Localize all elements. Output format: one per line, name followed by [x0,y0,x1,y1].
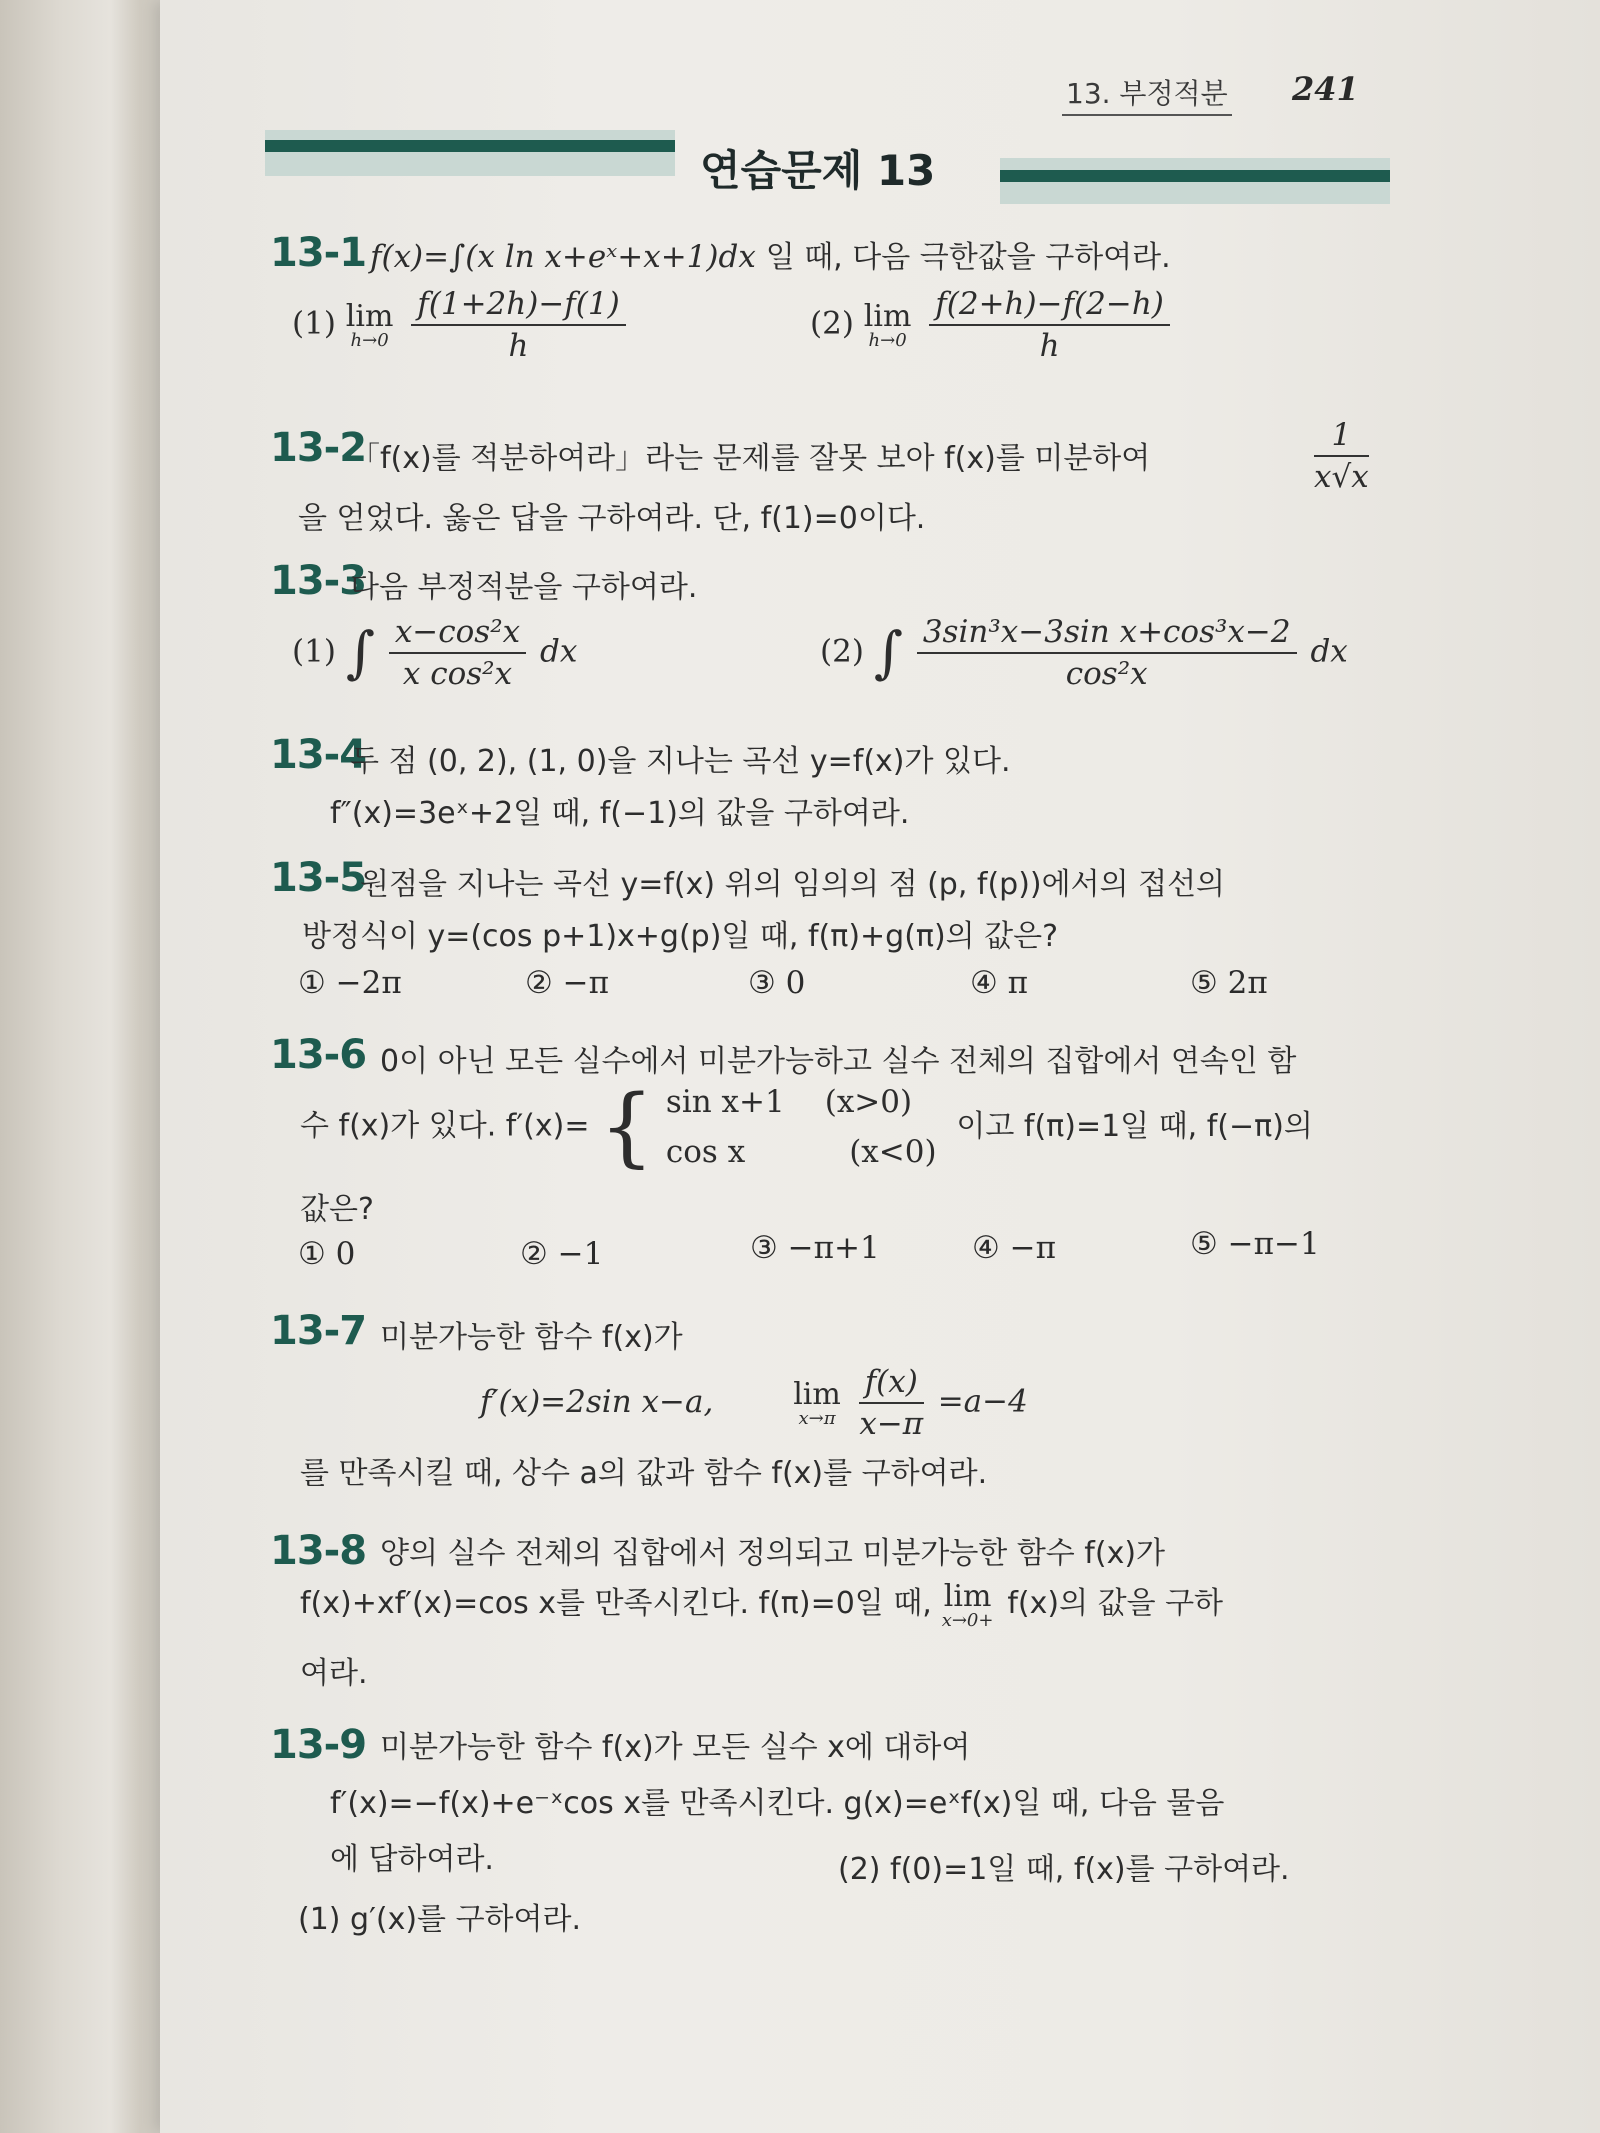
numerator: x−cos²x [389,614,526,654]
problem-number: 13-9 [270,1722,367,1768]
limit [793,1377,841,1429]
problem-text-line2: 방정식이 y=(cos p+1)x+g(p)일 때, f(π)+g(π)의 값은? [302,919,1059,954]
problem-text-line2 [300,1578,1223,1631]
problem-number: 13-4 [270,732,367,778]
problem-text-line1: 0이 아닌 모든 실수에서 미분가능하고 실수 전체의 집합에서 연속인 함 [380,1044,1297,1079]
choice-1: ① −2π [298,965,402,1001]
problem-text: 일 때, 다음 극한값을 구하여라. [765,240,1171,275]
fraction [389,614,526,692]
problem-text-line1: 원점을 지나는 곡선 y=f(x) 위의 임의의 점 (p, f(p))에서의 접선의 [360,867,1226,902]
choice-1: ① 0 [298,1236,356,1272]
numerator: f(1+2h)−f(1) [411,286,625,326]
problem-text-line1: 두 점 (0, 2), (1, 0)을 지나는 곡선 y=f(x)가 있다. [350,744,1011,779]
problem-number: 13-1 [270,230,367,276]
problem-text-line2: 을 얻었다. 옳은 답을 구하여라. 단, f(1)=0이다. [298,501,926,536]
lim-subscript: x→0+ [941,1609,994,1631]
text-post: f(x)의 값을 구하 [1007,1586,1224,1621]
subproblem-label: (2) [810,305,854,342]
choice-4: ④ −π [972,1230,1056,1266]
piecewise-cases [666,1084,937,1170]
numerator: 3sin³x−3sin x+cos³x−2 [917,614,1297,654]
case-condition: (x<0) [849,1134,937,1170]
choice-3: ③ −π+1 [750,1230,880,1266]
lim-text: lim [863,299,912,334]
subproblem-label: (2) [820,633,864,670]
problem-text-line1: 「f(x)를 적분하여라」라는 문제를 잘못 보아 f(x)를 미분하여 [350,441,1151,476]
limit [346,299,394,351]
denominator: x−π [859,1406,924,1442]
problem-number: 13-5 [270,855,367,901]
problem-text-line2 [300,1077,1313,1177]
limit [864,299,912,351]
problem-13-8 [270,1528,1420,1698]
text-pre: f(x)+xf′(x)=cos x를 만족시킨다. f(π)=0일 때, [300,1586,932,1621]
subproblem-1 [292,286,630,364]
denominator: x cos²x [402,656,513,692]
differential: dx [1310,633,1348,670]
subproblem-2 [820,614,1348,692]
problem-text-line3: 값은? [300,1192,374,1227]
numerator: f(2+h)−f(2−h) [929,286,1170,326]
problem-text-line2: f″(x)=3eˣ+2일 때, f(−1)의 값을 구하여라. [330,796,910,831]
title-bar-right-decoration [1000,158,1390,204]
problem-number: 13-2 [270,425,367,471]
limit [942,1579,994,1631]
lim-subscript: h→0 [350,330,389,351]
choice-2: ② −1 [520,1236,604,1272]
problem-13-5 [270,855,1420,1015]
case-expression: sin x+1 [665,1084,785,1120]
lim-text: lim [943,1578,992,1614]
subproblem-label: (1) [292,305,336,342]
lim-subscript: x→π [798,1408,836,1429]
fraction [411,286,625,364]
problem-number: 13-8 [270,1528,367,1574]
lim-subscript: h→0 [868,330,907,351]
denominator: x√x [1314,459,1369,495]
fraction [929,286,1170,364]
problem-13-9 [270,1722,1420,1942]
title-bar-left-decoration [265,130,675,176]
problem-text-line3: 를 만족시킬 때, 상수 a의 값과 함수 f(x)를 구하여라. [300,1456,988,1491]
problem-13-4 [270,732,1420,842]
denominator: h [1039,328,1060,364]
problem-13-1 [270,230,1420,400]
differential: dx [540,633,578,670]
problem-13-6 [270,1032,1420,1282]
problem-13-2 [270,417,1420,545]
case-expression: cos x [665,1134,746,1170]
problem-text-line3: 여라. [300,1656,368,1691]
fraction [917,614,1297,692]
case-condition: (x>0) [824,1084,913,1120]
problem-text: 다음 부정적분을 구하여라. [350,570,698,605]
choice-5: ⑤ −π−1 [1190,1226,1320,1262]
integral-sign: ∫ [873,620,903,686]
text-pre: 수 f(x)가 있다. f′(x)= [300,1108,590,1144]
equation-1: f′(x)=2sin x−a, [480,1383,714,1420]
subproblem-1: (1) g′(x)를 구하여라. [298,1902,582,1937]
problem-text-line1: 미분가능한 함수 f(x)가 [380,1320,683,1355]
problem-number: 13-6 [270,1032,367,1078]
numerator: f(x) [859,1364,924,1404]
numerator: 1 [1314,417,1369,457]
equation-2-rhs: =a−4 [937,1383,1028,1420]
subproblem-2: (2) f(0)=1일 때, f(x)를 구하여라. [838,1852,1290,1887]
text-post: 이고 f(π)=1일 때, f(−π)의 [956,1108,1313,1144]
running-head [1062,68,1392,112]
page-number: 241 [1292,70,1359,108]
problem-text-line2: f′(x)=−f(x)+e⁻ˣcos x를 만족시킨다. g(x)=eˣf(x)일 때, 다음 물음 [330,1786,1225,1821]
subproblem-2 [810,286,1174,364]
denominator: cos²x [1065,656,1148,692]
problem-expression: f(x)=∫(x ln x+eˣ+x+1)dx [370,239,756,275]
lim-text: lim [793,1377,841,1412]
choice-5: ⑤ 2π [1190,965,1268,1001]
choice-2: ② −π [525,965,609,1001]
problem-number: 13-3 [270,558,367,604]
problem-13-3 [270,558,1420,718]
fraction [859,1364,924,1442]
section-title: 연습문제 13 [700,146,936,195]
lim-text: lim [345,299,394,334]
fraction [1310,417,1373,495]
problem-text-line3: 에 답하여라. [330,1842,494,1877]
chapter-title: 13. 부정적분 [1062,72,1232,116]
subproblem-1 [292,614,577,692]
problem-text-line1: 양의 실수 전체의 집합에서 정의되고 미분가능한 함수 f(x)가 [380,1536,1166,1571]
problem-text-line1: 미분가능한 함수 f(x)가 모든 실수 x에 대하여 [380,1730,971,1765]
problem-13-7 [270,1308,1420,1498]
denominator: h [508,328,529,364]
subproblem-label: (1) [292,633,336,670]
choice-4: ④ π [970,965,1029,1001]
integral-sign: ∫ [345,620,375,686]
equation-row [480,1364,1028,1442]
brace: { [599,1077,655,1177]
choice-3: ③ 0 [748,965,806,1001]
problem-number: 13-7 [270,1308,367,1354]
